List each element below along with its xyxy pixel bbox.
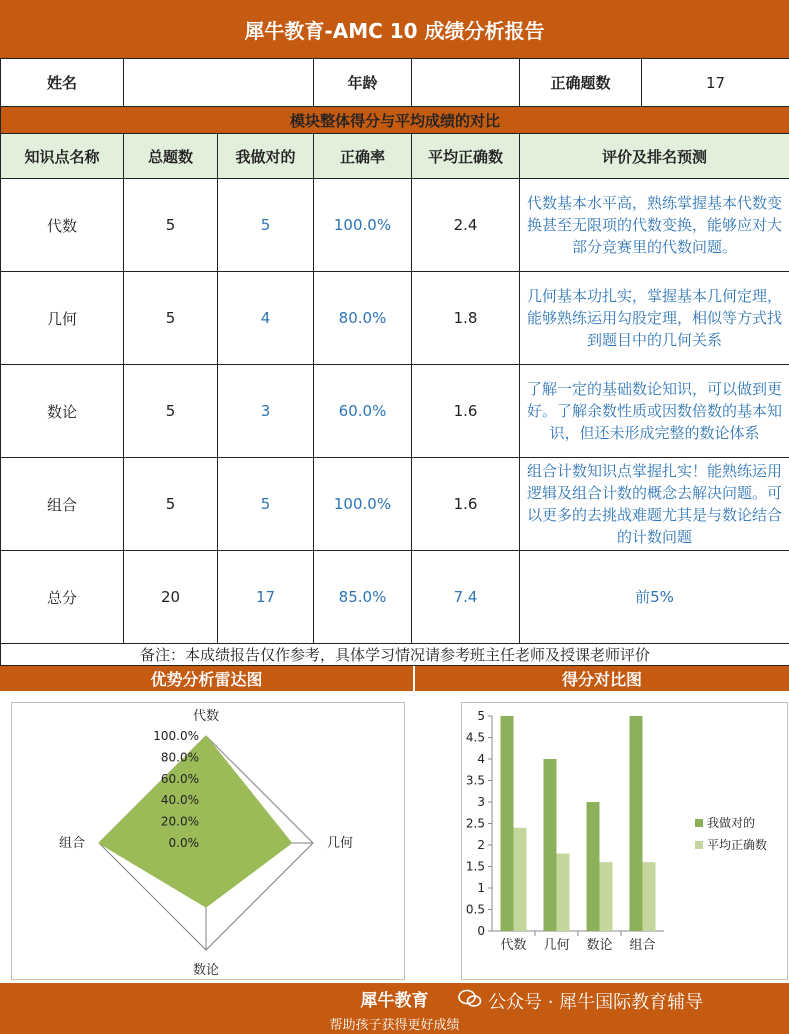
watermark — [458, 988, 703, 1014]
bar-chart-svg — [462, 703, 787, 979]
topic-name: 代数 — [1, 179, 124, 272]
legend-swatch — [695, 841, 703, 849]
name-value[interactable] — [124, 59, 314, 107]
bar — [544, 759, 557, 931]
ranking-prediction: 前5% — [520, 551, 789, 644]
bar — [587, 802, 600, 931]
table-row — [1, 179, 789, 272]
correct-count-value: 17 — [705, 73, 726, 92]
radar-tick-label: 80.0% — [160, 750, 199, 765]
correct-count-cell — [520, 59, 789, 107]
bar — [514, 828, 527, 931]
bar — [643, 862, 656, 931]
age-label: 年龄 — [314, 59, 412, 107]
x-tick-label: 组合 — [629, 938, 656, 953]
report-title: 犀牛教育-AMC 10 成绩分析报告 — [0, 0, 789, 58]
radar-chart — [11, 702, 405, 980]
header-cell: 平均正确数 — [412, 134, 520, 179]
topic-name: 数论 — [1, 365, 124, 458]
my-correct: 5 — [218, 458, 314, 551]
section-title: 模块整体得分与平均成绩的对比 — [1, 107, 789, 134]
header-cell: 总题数 — [124, 134, 218, 179]
bar — [600, 862, 613, 931]
radar-tick-label: 0.0% — [168, 836, 199, 850]
footer-brand: 犀牛教育 — [360, 991, 429, 1011]
radar-chart-title: 优势分析雷达图 — [0, 666, 413, 691]
bar-chart — [461, 702, 788, 980]
score-table — [0, 58, 789, 666]
legend-label: 我做对的 — [707, 816, 756, 830]
evaluation-text: 了解一定的基础数论知识，可以做到更好。了解余数性质或因数倍数的基本知识，但还未形成完整的数论体系 — [520, 365, 789, 458]
topic-name: 组合 — [1, 458, 124, 551]
x-tick-label: 几何 — [543, 938, 570, 953]
table-row — [1, 272, 789, 365]
average-correct: 7.4 — [412, 551, 520, 644]
topic-name: 总分 — [1, 551, 124, 644]
header-cell: 知识点名称 — [1, 134, 124, 179]
average-correct: 1.6 — [412, 365, 520, 458]
section-title-row — [1, 107, 789, 134]
radar-category-label: 数论 — [192, 963, 220, 978]
my-correct: 17 — [218, 551, 314, 644]
table-row — [1, 365, 789, 458]
topic-name: 几何 — [1, 272, 124, 365]
my-correct: 5 — [218, 179, 314, 272]
total-count: 5 — [124, 272, 218, 365]
table-row — [1, 458, 789, 551]
radar-tick-label: 40.0% — [160, 793, 199, 808]
note-row — [1, 644, 789, 666]
total-count: 20 — [124, 551, 218, 644]
accuracy-rate: 60.0% — [314, 365, 412, 458]
y-tick-label: 2.5 — [465, 816, 485, 831]
watermark-text: 公众号 · 犀牛国际教育辅导 — [488, 992, 704, 1013]
total-count: 5 — [124, 179, 218, 272]
accuracy-rate: 100.0% — [314, 458, 412, 551]
x-tick-label: 数论 — [586, 938, 613, 953]
my-correct: 4 — [218, 272, 314, 365]
accuracy-rate: 85.0% — [314, 551, 412, 644]
note-text: 备注：本成绩报告仅作参考，具体学习情况请参考班主任老师及授课老师评价 — [1, 644, 789, 666]
average-correct: 1.8 — [412, 272, 520, 365]
legend-label: 平均正确数 — [707, 838, 768, 852]
radar-category-label: 几何 — [327, 836, 354, 851]
my-correct: 3 — [218, 365, 314, 458]
y-tick-label: 3.5 — [465, 773, 485, 788]
evaluation-text: 代数基本水平高，熟练掌握基本代数变换甚至无限项的代数变换，能够应对大部分竞赛里的代数问题。 — [520, 179, 789, 272]
y-tick-label: 4.5 — [465, 730, 485, 745]
y-tick-label: 1.5 — [465, 859, 485, 874]
y-tick-label: 5 — [477, 709, 485, 723]
average-correct: 1.6 — [412, 458, 520, 551]
radar-tick-label: 100.0% — [153, 729, 199, 743]
radar-tick-label: 20.0% — [160, 814, 199, 829]
average-correct: 2.4 — [412, 179, 520, 272]
accuracy-rate: 100.0% — [314, 179, 412, 272]
y-tick-label: 3 — [477, 795, 485, 809]
y-tick-label: 4 — [477, 752, 485, 766]
bar — [501, 716, 514, 931]
evaluation-text: 组合计数知识点掌握扎实！能熟练运用逻辑及组合计数的概念去解决问题。可以更多的去挑战难题尤其是与数论结合的计数问题 — [520, 458, 789, 551]
correct-count-label: 正确题数 — [520, 59, 642, 106]
y-tick-label: 0 — [477, 924, 485, 938]
total-row — [1, 551, 789, 644]
y-tick-label: 2 — [477, 838, 485, 852]
radar-category-label: 组合 — [58, 836, 85, 851]
legend-swatch — [695, 819, 703, 827]
table-header — [1, 134, 789, 179]
y-tick-label: 0.5 — [465, 902, 485, 917]
total-count: 5 — [124, 458, 218, 551]
header-cell: 正确率 — [314, 134, 412, 179]
radar-tick-label: 60.0% — [160, 771, 199, 786]
bar-chart-title: 得分对比图 — [415, 666, 789, 691]
header-cell: 评价及排名预测 — [520, 134, 789, 179]
radar-category-label: 代数 — [192, 709, 220, 724]
bar — [630, 716, 643, 931]
y-tick-label: 1 — [477, 881, 485, 895]
header-cell: 我做对的 — [218, 134, 314, 179]
radar-chart-svg — [12, 703, 404, 979]
evaluation-text: 几何基本功扎实，掌握基本几何定理，能够熟练运用勾股定理，相似等方式找到题目中的几何关系 — [520, 272, 789, 365]
footer-slogan: 帮助孩子获得更好成绩 — [329, 1018, 460, 1033]
total-count: 5 — [124, 365, 218, 458]
info-row — [1, 59, 789, 107]
age-value[interactable] — [412, 59, 520, 107]
bar — [557, 854, 570, 931]
x-tick-label: 代数 — [500, 938, 527, 953]
accuracy-rate: 80.0% — [314, 272, 412, 365]
wechat-icon — [458, 989, 482, 1014]
name-label: 姓名 — [1, 59, 124, 107]
